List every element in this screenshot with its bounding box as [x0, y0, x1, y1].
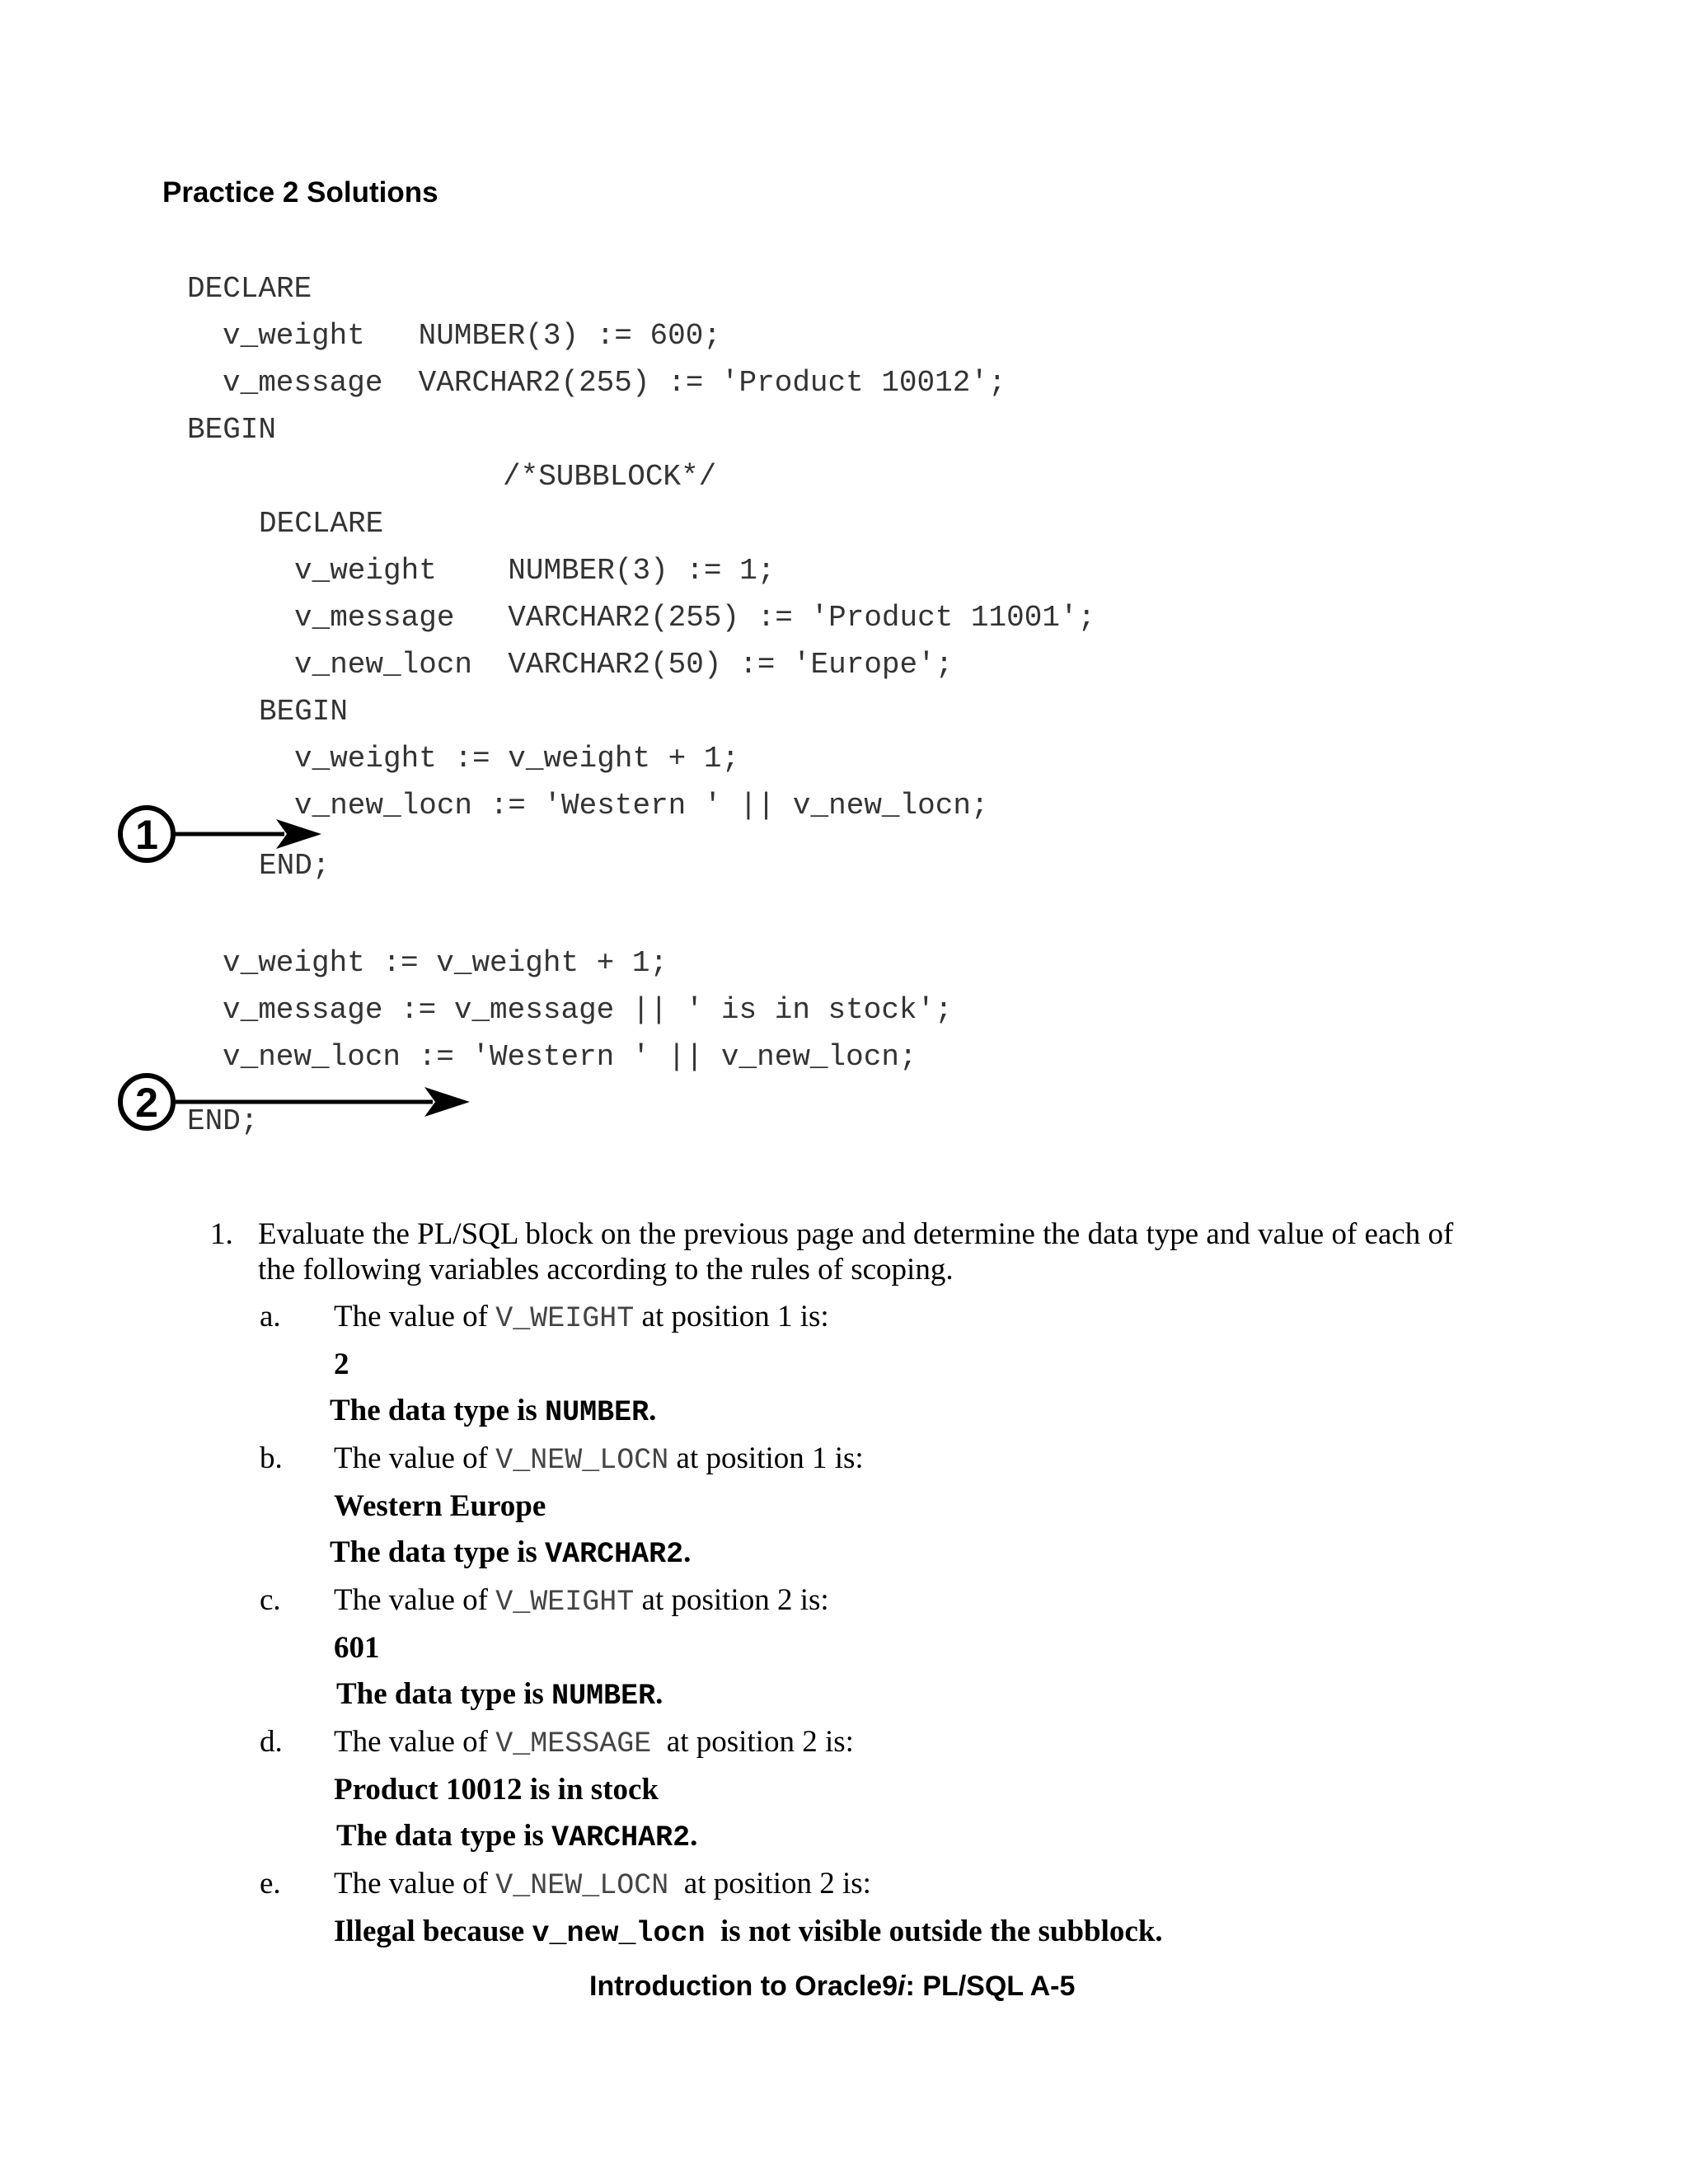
- code-inner-declare: DECLARE: [259, 507, 384, 541]
- item-e-answer-code: v_new_locn: [532, 1917, 706, 1950]
- code-inner-var3: v_new_locn VARCHAR2(50) := 'Europe';: [294, 648, 954, 682]
- footer-italic: i: [898, 1971, 906, 2002]
- code-inner-begin: BEGIN: [259, 695, 349, 729]
- item-a-letter: a.: [260, 1300, 281, 1333]
- question-number: 1.: [210, 1217, 233, 1251]
- item-e-variable: V_NEW_LOCN: [495, 1869, 669, 1902]
- code-outer-declare: DECLARE: [187, 272, 312, 306]
- code-outer-stmt3: v_new_locn := 'Western ' || v_new_locn;: [223, 1040, 917, 1074]
- code-inner-var1: v_weight NUMBER(3) := 1;: [294, 554, 776, 588]
- item-c-type-name: NUMBER: [551, 1680, 656, 1713]
- code-outer-begin: BEGIN: [187, 413, 277, 447]
- item-d-variable: V_MESSAGE: [495, 1727, 652, 1760]
- item-e-answer: Illegal because v_new_locn is not visible outside the subblock.: [334, 1915, 1163, 1950]
- code-inner-var2: v_message VARCHAR2(255) := 'Product 11001';: [294, 601, 1096, 635]
- page-footer: Introduction to Oracle9i: PL/SQL A-5: [589, 1971, 1076, 2002]
- item-d-prompt: The value of V_MESSAGE at position 2 is:: [334, 1725, 854, 1760]
- item-b-type-name: VARCHAR2: [545, 1538, 684, 1571]
- item-b-prompt: The value of V_NEW_LOCN at position 1 is:: [334, 1441, 864, 1477]
- position-1-marker: [120, 808, 321, 860]
- item-c-letter: c.: [260, 1583, 281, 1617]
- code-outer-var1: v_weight NUMBER(3) := 600;: [223, 319, 721, 353]
- code-inner-stmt1: v_weight := v_weight + 1;: [294, 742, 740, 776]
- position-1-label: 1: [135, 812, 158, 858]
- item-b-variable: V_NEW_LOCN: [495, 1444, 669, 1477]
- question-line-1: Evaluate the PL/SQL block on the previous page and determine the data type and value of each of: [258, 1217, 1454, 1251]
- item-c-variable: V_WEIGHT: [495, 1586, 635, 1619]
- item-b-letter: b.: [260, 1441, 283, 1475]
- item-d-answer: Product 10012 is in stock: [334, 1773, 659, 1807]
- item-c-type: The data type is NUMBER.: [336, 1677, 663, 1713]
- item-d-letter: d.: [260, 1725, 283, 1759]
- code-outer-var2: v_message VARCHAR2(255) := 'Product 10012';: [223, 366, 1006, 400]
- item-e-letter: e.: [260, 1867, 281, 1900]
- code-outer-end: END;: [187, 1104, 259, 1138]
- item-a-prompt: The value of V_WEIGHT at position 1 is:: [334, 1300, 829, 1335]
- item-d-type: The data type is VARCHAR2.: [336, 1819, 698, 1854]
- page-title: Practice 2 Solutions: [162, 176, 438, 209]
- code-inner-stmt2: v_new_locn := 'Western ' || v_new_locn;: [294, 789, 989, 823]
- item-b-answer: Western Europe: [334, 1489, 546, 1523]
- item-a-type-name: NUMBER: [545, 1396, 649, 1429]
- item-a-type: The data type is NUMBER.: [330, 1394, 657, 1429]
- position-2-label: 2: [135, 1080, 158, 1126]
- item-d-type-name: VARCHAR2: [551, 1821, 691, 1854]
- position-2-marker: [120, 1076, 470, 1128]
- item-b-type: The data type is VARCHAR2.: [330, 1535, 692, 1571]
- item-a-answer: 2: [334, 1347, 349, 1381]
- item-a-variable: V_WEIGHT: [495, 1302, 635, 1335]
- item-c-prompt: The value of V_WEIGHT at position 2 is:: [334, 1583, 829, 1619]
- code-outer-stmt1: v_weight := v_weight + 1;: [223, 946, 668, 980]
- code-inner-end: END;: [259, 849, 331, 883]
- item-e-prompt: The value of V_NEW_LOCN at position 2 is:: [334, 1867, 871, 1902]
- question-line-2: the following variables according to the rules of scoping.: [258, 1253, 954, 1286]
- code-outer-stmt2: v_message := v_message || ' is in stock';: [223, 993, 953, 1027]
- code-subblock-comment: /*SUBBLOCK*/: [503, 460, 717, 494]
- item-c-answer: 601: [334, 1631, 380, 1665]
